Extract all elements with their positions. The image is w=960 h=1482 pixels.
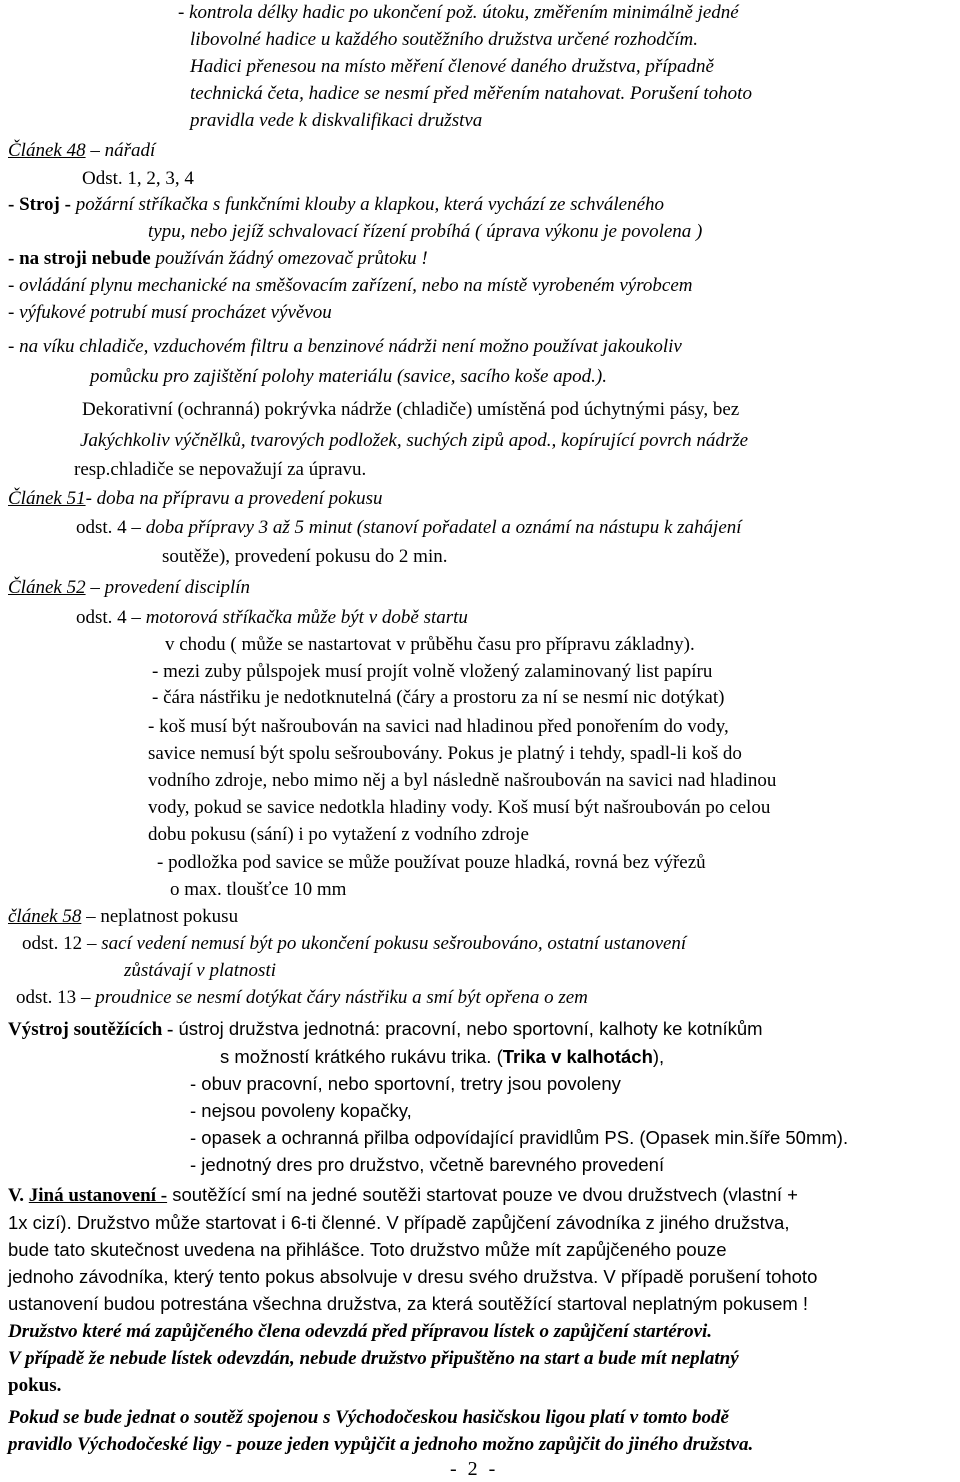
text-line: pomůcku pro zajištění polohy materiálu (savice, sacího koše apod.). [90,366,607,387]
text-segment: Porušení tohoto [625,83,752,104]
text-segment: požární stříkačka s funkčními klouby a klapkou, která vychází ze schváleného [75,194,665,215]
text-line: resp.chladiče se nepovažují za úpravu. [74,459,367,480]
text-line: savice nemusí být spolu sešroubovány. Pokus je platný i tehdy, spadl-li koš do [148,743,742,764]
text-line: - čára nástřiku je nedotknutelná (čáry a prostoru za ní se nesmí nic dotýkat) [152,687,725,708]
text-segment: ), [652,1046,665,1067]
text-segment: - Stroj - [8,194,76,215]
article-heading [8,138,155,164]
text-line: V případě že nebude lístek odevzdán, nebude družstvo připuštěno na start a bude mít neplatný [8,1348,739,1369]
article-heading [8,904,238,930]
text-line [8,192,664,218]
text-line: soutěže), provedení pokusu do 2 min. [162,546,448,567]
text-line: v chodu ( může se nastartovat v průběhu času pro přípravu základny). [165,634,695,655]
text-line: Pokud se bude jednat o soutěž spojenou s Východočeskou hasičskou ligou platí v tomto bodě [8,1407,729,1428]
page-number: - 2 - [450,1458,499,1480]
text-line: Dekorativní (ochranná) pokrývka nádrže (chladiče) umístěná pod úchytnými pásy, bez [82,399,740,420]
text-line: Hadici přenesou na místo měření členové daného družstva, případně [190,56,714,77]
text-line: - mezi zuby půlspojek musí projít volně vložený zalaminovaný list papíru [152,661,713,682]
text-segment: soutěžící smí na jedné soutěži startovat pouze ve dvou družstvech (vlastní + [167,1184,798,1205]
text-line: - nejsou povoleny kopačky, [190,1100,412,1121]
text-line: - na víku chladiče, vzduchovém filtru a benzinové nádrži není možno používat jakoukoliv [8,336,682,357]
text-line: - opasek a ochranná přilba odpovídající pravidlům PS. (Opasek min.šíře 50mm). [190,1127,849,1148]
text-line: vodního zdroje, nebo mimo něj a byl následně našroubován na savici nad hladinou [148,770,777,791]
section-heading: Jiná ustanovení - [28,1185,168,1206]
section-number: V. [8,1185,29,1206]
text-line: pravidlo Východočeské ligy - pouze jeden vypůjčit a jednoho možno zapůjčit do jiného družstva. [8,1434,754,1455]
text-line: pravidla vede k diskvalifikaci družstva [190,110,483,131]
text-segment: Trika v kalhotách [502,1046,653,1067]
text-line [8,1182,956,1208]
text-line: vody, pokud se savice nedotkla hladiny vody. Koš musí být našroubován po celou [148,797,771,818]
text-line: ustanovení budou potrestána všechna družstva, za která soutěžící startoval neplatným pokusem ! [8,1293,809,1314]
text-segment: motorová stříkačka může být v době startu [145,607,468,628]
text-segment: používán žádný omezovač průtoku ! [155,248,428,269]
text-segment: – proudnice se nesmí dotýkat čáry nástřiku a smí být opřena o zem [76,987,588,1008]
paragraph-number: odst. 13 [16,987,77,1008]
text-segment: doba přípravy 3 až 5 minut (stanoví pořadatel a oznámí na nástupu k zahájení [145,517,742,538]
text-segment: ústroj družstva jednotná: pracovní, nebo sportovní, kalhoty ke kotníkům [173,1018,763,1039]
text-line [8,1016,763,1042]
text-line: Družstvo které má zapůjčeného člena odevzdá před přípravou lístek o zapůjčení startérovi. [8,1321,713,1342]
article-number: článek 58 [8,906,82,927]
text-segment: s možností krátkého rukávu trika. ( [220,1046,503,1067]
paragraph-number: odst. 4 – [76,517,146,538]
text-line [76,515,742,541]
article-heading [8,575,250,601]
text-line: - obuv pracovní, nebo sportovní, tretry jsou povoleny [190,1073,621,1094]
article-title: – neplatnost pokusu [81,906,239,927]
text-line [8,246,428,272]
text-line: - výfukové potrubí musí procházet vývěvou [8,302,332,323]
paragraph-number: odst. 4 – [76,607,146,628]
text-line: - kontrola délky hadic po ukončení pož. útoku, změřením minimálně jedné [178,2,739,23]
section-heading: Výstroj soutěžících - [8,1019,174,1040]
text-line: bude tato skutečnost uvedena na přihlášce. Toto družstvo může mít zapůjčeného pouze [8,1239,727,1260]
text-line: pokus. [8,1375,62,1396]
text-line: jednoho závodníka, který tento pokus absolvuje v dresu svého družstva. V případě porušení tohoto [8,1266,818,1287]
article-heading [8,486,383,512]
text-segment: – sací vedení nemusí být po ukončení pokusu sešroubováno, ostatní ustanovení [82,933,687,954]
article-number: Článek 51 [8,488,86,509]
article-title: – provedení disciplín [85,577,251,598]
text-line: - jednotný dres pro družstvo, včetně barevného provedení [190,1154,665,1175]
text-line [76,605,468,631]
text-line: libovolné hadice u každého soutěžního družstva určené rozhodčím. [190,29,698,50]
text-segment: - na stroji nebude [8,248,156,269]
text-line: dobu pokusu (sání) i po vytažení z vodního zdroje [148,824,529,845]
text-line: - podložka pod savice se může používat pouze hladká, rovná bez výřezů [157,852,706,873]
article-number: Článek 52 [8,577,86,598]
text-line: - ovládání plynu mechanické na směšovacím zařízení, nebo na místě vyrobeném výrobcem [8,275,693,296]
text-line: o max. tloušťce 10 mm [170,879,347,900]
paragraph-number: Odst. 1, 2, 3, 4 [82,168,194,189]
text-line [220,1044,664,1070]
text-line [22,931,686,957]
text-line: zůstávají v platnosti [124,960,276,981]
text-line: typu, nebo jejíž schvalovací řízení probíhá ( úprava výkonu je povolena ) [148,221,703,242]
text-line: - koš musí být našroubován na savici nad hladinou před ponořením do vody, [148,716,729,737]
text-line [16,985,588,1011]
article-number: Článek 48 [8,140,86,161]
paragraph-number: odst. 12 [22,933,83,954]
article-title: – nářadí [85,140,156,161]
text-line [190,81,752,107]
text-segment: technická četa, hadice se nesmí před měřením natahovat. [190,83,626,104]
text-line: Jakýchkoliv výčnělků, tvarových podložek, suchých zipů apod., kopírující povrch nádrže [80,430,749,451]
article-title: - doba na přípravu a provedení pokusu [85,488,383,509]
text-line: 1x cizí). Družstvo může startovat i 6-ti členné. V případě zapůjčení závodníka z jiného družstva, [8,1212,790,1233]
